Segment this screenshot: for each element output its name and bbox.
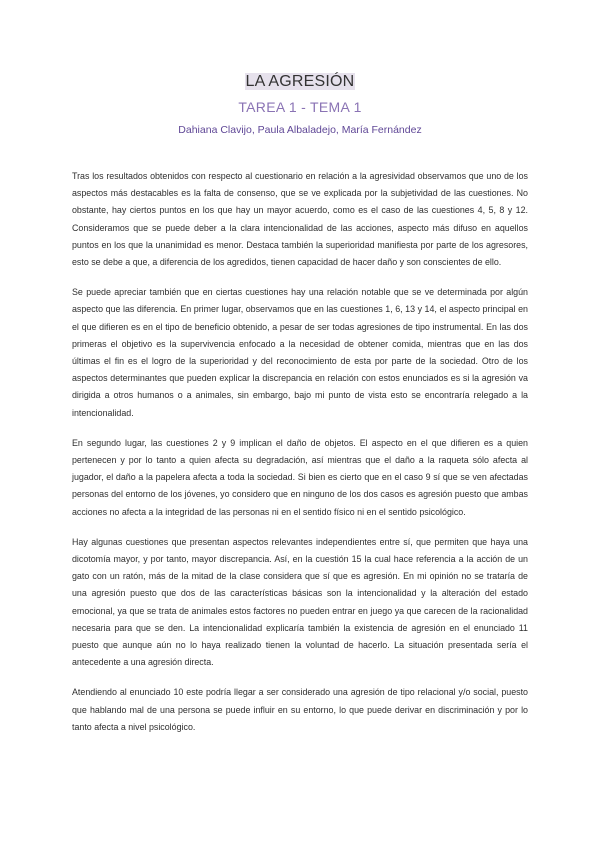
paragraph-5: Atendiendo al enunciado 10 este podría llegar a ser considerado una agresión de tipo relacional y/o social, puesto que hablando mal de una persona se puede influir en su entorno, lo que puede derivar en discriminación y por lo tanto afecta a nivel psicológico.	[72, 687, 528, 732]
paragraph-2: Se puede apreciar también que en ciertas cuestiones hay una relación notable que se ve determinada por algún aspecto que las diferencia. En primer lugar, observamos que en las cuestiones 1, 6, 13 y 14, el aspecto principal en el que difieren es en el tipo de beneficio obtenido, a pesar de ser todas agresiones de tipo instrumental. En las dos primeras el objetivo es la supervivencia enfocado a la necesidad de obtener comida, mientras que en las dos últimas el fin es el logro de la superioridad y del reconocimiento de esta por parte de la sociedad. Otro de los aspectos determinantes que pueden explicar la discrepancia en relación con estos enunciados es si la agresión va dirigida a otros humanos o a animales, sin embargo, bajo mi punto de vista esto se encontraría relegado a la intencionalidad.	[72, 287, 528, 418]
document-title	[0, 73, 600, 91]
title-text: LA AGRESIÓN	[245, 73, 355, 90]
document-authors: Dahiana Clavijo, Paula Albaladejo, María Fernández	[178, 124, 422, 136]
paragraph-4: Hay algunas cuestiones que presentan aspectos relevantes independientes entre sí, que permiten que haya una dicotomía mayor, y por tanto, mayor discrepancia. Así, en la cuestión 15 la cual hace referencia a la acción de un gato con un ratón, más de la mitad de la clase considera que sí que es agresión. En mi opinión no se trataría de una agresión puesto que dos de las características básicas son la intencionalidad y la alteración del estado emocional, ya que se trata de animales estos factores no pueden entrar en juego ya que carecen de la racionalidad necesaria para que se den. La intencionalidad explicaría también la existencia de agresión en el enunciado 11 puesto que aunque aún no lo haya realizado tienen la voluntad de hacerlo. La situación presentada sería el antecedente a una agresión directa.	[72, 536, 528, 668]
paragraph-1: Tras los resultados obtenidos con respecto al cuestionario en relación a la agresividad observamos que uno de los aspectos más destacables es la falta de consenso, que se ve explicada por la subjetividad de las cuestiones. No obstante, hay ciertos puntos en los que hay un mayor acuerdo, como es el caso de las cuestiones 4, 5, 8 y 12. Consideramos que se puede deber a la clara intencionalidad de las acciones, aspecto más difuso en aquellos puntos en los que la unanimidad es menor. Destaca también la superioridad manifiesta por parte de los agresores, esto se debe a que, a diferencia de los agredidos, tienen capacidad de hacer daño y son conscientes de ello.	[72, 171, 528, 268]
document-subtitle: TAREA 1 - TEMA 1	[238, 99, 362, 115]
document-body	[72, 168, 528, 749]
paragraph-3: En segundo lugar, las cuestiones 2 y 9 implican el daño de objetos. El aspecto en el que difieren es a quien pertenecen y por lo tanto a quien afecta su degradación, así mientras que el daño a la raqueta sólo afecta al jugador, el daño a la papelera afecta a toda la sociedad. Si bien es cierto que en el caso 9 sí que se ven afectadas personas del entorno de los jóvenes, yo considero que en ninguno de los dos casos es agresión puesto que ambas acciones no afecta a la integridad de las personas ni en el sentido físico ni en el sentido psicológico.	[72, 437, 528, 517]
